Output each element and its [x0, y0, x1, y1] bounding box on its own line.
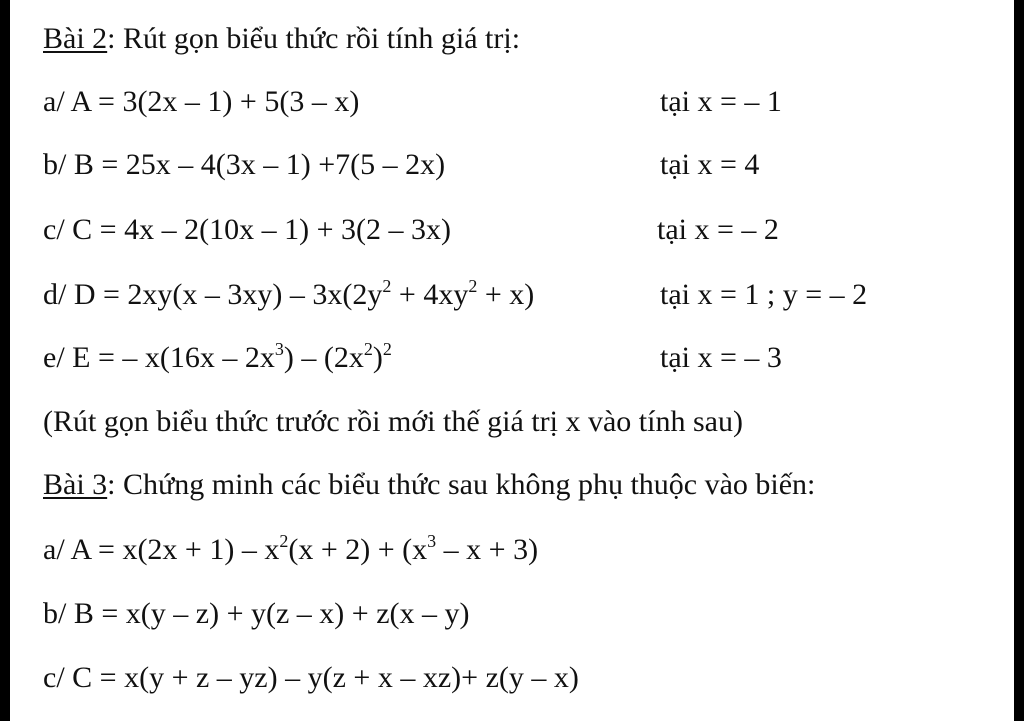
bai2-heading-label: Bài 2 — [43, 22, 108, 55]
exercise-expression: E = – $x(16x - 2x^3) - (2x^2)^2$ — [72, 339, 392, 374]
bai2-exercise-e-condition: tại x = – 3 — [660, 341, 782, 374]
exercise-expression: C = x(y + z – yz) – y(z + x – xz)+ z(y – x) — [72, 661, 579, 694]
exercise-expression: $D = 2xy(x - 3xy) - 3x(2y^2 + 4xy^2 + x)$ — [73, 276, 535, 311]
exercise-label: c/ — [43, 213, 65, 246]
bai2-exercise-c — [43, 215, 451, 245]
exercise-label: a/ — [43, 533, 65, 566]
bai3-exercise-c — [43, 663, 579, 693]
exercise-expression: $A = x(2x + 1) - x^2(x + 2) + (x^3 - x + 3)$ — [70, 531, 539, 566]
bai2-note: (Rút gọn biểu thức trước rồi mới thế giá trị x vào tính sau) — [43, 405, 743, 438]
bai2-exercise-a-condition: tại x = – 1 — [660, 85, 782, 118]
bai2-exercise-b-condition: tại x = 4 — [660, 148, 760, 181]
exercise-label: b/ — [43, 597, 67, 630]
bai2-exercise-d-condition: tại x = 1 ; y = – 2 — [660, 278, 868, 311]
bai2-exercise-b — [43, 150, 445, 180]
document-page — [10, 0, 1014, 721]
bai3-heading — [43, 470, 815, 500]
exercise-expression: B = 25x – 4(3x – 1) +7(5 – 2x) — [73, 148, 446, 181]
bai3-exercise-b — [43, 599, 470, 629]
bai2-exercise-e — [43, 339, 392, 374]
bai2-exercise-c-condition: tại x = – 2 — [657, 213, 779, 246]
bai2-exercise-d — [43, 276, 535, 311]
bai2-exercise-a — [43, 87, 359, 117]
bai2-heading — [43, 24, 520, 54]
exercise-label: b/ — [43, 148, 67, 181]
bai2-heading-text: : Rút gọn biểu thức rồi tính giá trị: — [107, 22, 521, 55]
exercise-expression: C = 4x – 2(10x – 1) + 3(2 – 3x) — [72, 213, 451, 246]
exercise-expression: B = x(y – z) + y(z – x) + z(x – y) — [73, 597, 470, 630]
exercise-label: c/ — [43, 661, 65, 694]
exercise-expression: A = 3(2x – 1) + 5(3 – x) — [70, 85, 360, 118]
bai3-heading-label: Bài 3 — [43, 468, 108, 501]
exercise-label: a/ — [43, 85, 65, 118]
exercise-label: e/ — [43, 341, 65, 374]
exercise-label: d/ — [43, 278, 67, 311]
bai3-exercise-a — [43, 531, 539, 566]
bai3-heading-text: : Chứng minh các biểu thức sau không phụ thuộc vào biến: — [107, 468, 816, 501]
